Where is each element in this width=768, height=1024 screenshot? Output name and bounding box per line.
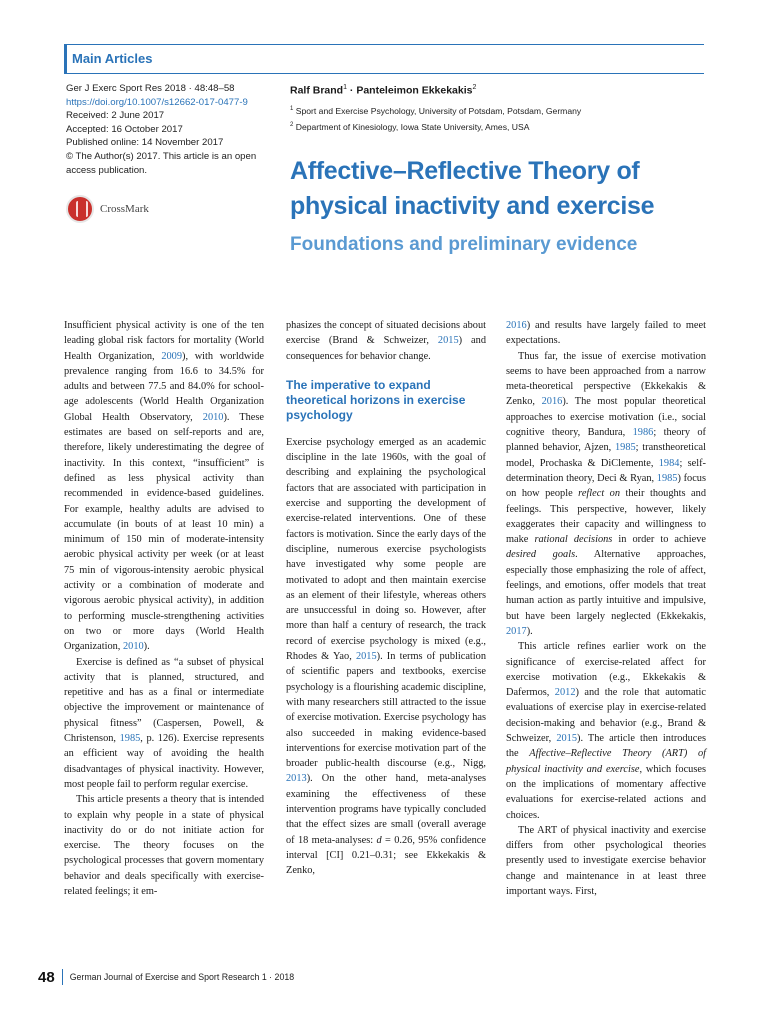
paragraph: phasizes the concept of situated decisions about exercise (Brand & Schweizer, 2015) and consequences for behavior change. (286, 320, 486, 362)
title-line: physical inactivity and exercise (290, 192, 655, 220)
citation-link[interactable]: 1985 (656, 472, 678, 484)
section-bar (64, 45, 67, 73)
paragraph: 2016) and results have largely failed to meet expectations. (506, 320, 706, 347)
page-number: 48 (38, 968, 55, 986)
body-column-1 (64, 318, 264, 899)
paragraph: This article refines earlier work on the significance of exercise-related affect for exercise motivation (e.g., Ekkekakis & Dafermos, 2012) and the role that automatic evaluations of exercise play in exercise-related decision-making and behavior (e.g., Brand & Schweizer, 2015). The article then introduces the Affective–Reflective Theory (ART) of physical inactivity and exercise, which focuses on the implications of momentary affective evaluations for exercise-related actions and choices. (506, 641, 706, 821)
emphasis: rational decisions (534, 534, 613, 546)
citation-link[interactable]: 2017 (506, 625, 527, 637)
section-label: Main Articles (72, 51, 153, 66)
body-column-3 (506, 318, 706, 899)
page-footer (38, 968, 294, 986)
body-column-2 (286, 318, 486, 879)
citation: Ger J Exerc Sport Res 2018 · 48:48–58 (66, 83, 235, 94)
affiliation-mark: 1 (290, 106, 294, 113)
paragraph: The ART of physical inactivity and exercise differs from other psychological theories presently used to investigate exercise behavior change and maintenance in at least three important ways. First, (506, 824, 706, 897)
citation-link[interactable]: 1985 (119, 733, 141, 745)
crossmark-badge[interactable] (66, 193, 149, 225)
citation-link[interactable]: 1986 (632, 427, 654, 439)
affiliation-text: Department of Kinesiology, Iowa State University, Ames, USA (295, 122, 530, 132)
article-subtitle: Foundations and preliminary evidence (290, 234, 638, 255)
author-name[interactable]: Ralf Brand (290, 84, 344, 97)
paragraph: Insufficient physical activity is one of the ten leading global risk factors for mortality (World Health Organization, 2009), with worldwide prevalence ranging from 16.6 to 34.5% for adults and between 77.5 and 84.0% for school-age adolescents (World Health Organization Global Health Observatory, 2010). These estimates are based on self-reports and are, therefore, likely underestimating the degree of inactivity. In this context, “insufficient” is defined as less physical activity than recommended in evidence-based guidelines. For example, healthy adults are advised to accumulate (in bouts of at least 10 min) a minimum of 150 min of moderate-intensity aerobic physical activity per week (or at least 75 min of vigorous-intensity aerobic physical activity or a combination of moderate and vigorous aerobic physical activity), in addition to performing muscle-strengthening activities on two or more days (World Health Organization, 2010). (64, 320, 264, 653)
author-affiliation-mark: 1 (343, 84, 347, 91)
paragraph: Thus far, the issue of exercise motivation seems to have been approached from a narrow meta-theoretical perspective (Ekkekakis & Zenko, 2016). The most popular theoretical approaches to exercise motivation (i.e., social cognitive theory, Bandura, 1986; theory of planned behavior, Ajzen, 1985; transtheoretical model, Prochaska & DiClemente, 1984; self-determination theory, Deci & Ryan, 1985) focus on how people reflect on their thoughts and feelings. This perspective, however, likely exaggerates their capacity and willingness to make rational decisions in order to achieve desired goals. Alternative approaches, especially those emphasizing the role of affect, feelings, and emotions, offer models that treat human action as partly intuitive and impulsive, but have been largely neglected (Ekkekakis, 2017). (506, 350, 707, 637)
doi-link[interactable]: https://doi.org/10.1007/s12662-017-0477-9 (66, 96, 248, 108)
crossmark-label: CrossMark (100, 203, 149, 215)
citation-link[interactable]: 2009 (161, 350, 182, 362)
section-heading: The imperative to expand theoretical horizons in exercise psychology (286, 377, 466, 422)
stat-symbol: d (376, 834, 382, 846)
affiliation-1 (290, 106, 581, 116)
citation-link[interactable]: 1985 (614, 442, 636, 454)
article-title (290, 154, 710, 224)
license-note: © The Author(s) 2017. This article is an open access publication. (66, 150, 257, 176)
accepted-date: Accepted: 16 October 2017 (66, 123, 183, 135)
affiliation-text: Sport and Exercise Psychology, University of Potsdam, Potsdam, Germany (295, 106, 582, 116)
citation-link[interactable]: 2015 (355, 651, 377, 663)
author-name[interactable]: Panteleimon Ekkekakis (356, 84, 473, 97)
citation-link[interactable]: 2015 (437, 335, 459, 347)
published-date: Published online: 14 November 2017 (66, 137, 224, 149)
affiliation-2 (290, 122, 529, 132)
emphasis: Affective–Reflective Theory (ART) of physical inactivity and exercise (506, 748, 706, 775)
citation-link[interactable]: 2016 (506, 320, 527, 331)
author-line (290, 84, 476, 97)
citation-link[interactable]: 2015 (556, 733, 578, 745)
emphasis: reflect on (578, 488, 621, 500)
paragraph: Exercise is defined as “a subset of physical activity that is planned, structured, and repetitive and has as a final or intermediate objective the improvement or maintenance of physical fitness” (Caspersen, Powell, & Christenson, 1985, p. 126). Exercise represents an efficient way of avoiding the health disadvantages of physical inactivity. However, most people fail to perform regular exercise. (64, 656, 265, 790)
emphasis: desired goals (506, 549, 576, 561)
article-meta (66, 82, 276, 177)
citation-link[interactable]: 1984 (658, 457, 680, 469)
crossmark-icon (66, 195, 94, 223)
citation-link[interactable]: 2016 (541, 396, 563, 408)
author-affiliation-mark: 2 (472, 84, 477, 91)
author-separator: · (347, 84, 357, 97)
citation-link[interactable]: 2010 (202, 411, 224, 423)
paragraph: Exercise psychology emerged as an academic discipline in the late 1960s, with the goal of describing and explaining the psychological factors that are associated with participation in exercise and supporting the development of exercise-related interventions. One of these factors is motivation. Since the early days of the discipline, numerous exercise psychologists have investigated why some people are motivated to adopt and then maintain exercise as an element of their lifestyle, whereas others are unsuccessful in doing so. However, after more than half a century of research, the track record of exercise psychology is mixed (e.g., Rhodes & Yao, 2015). In terms of publication of scientific papers and textbooks, exercise psychology is a flourishing academic discipline, with many researchers still attracted to the issue of exercise motivation. Exercise psychology has also succeeded in making evidence-based interventions for exercise motivation part of the broader public-health discourse (e.g., Nigg, 2013). On the other hand, meta-analyses examining the effectiveness of these intervention programs have typically concluded that the effect sizes are small (overall average of 18 meta-analyses: d = 0.26, 95% confidence interval [CI] 0.21–0.31; see Ekkekakis & Zenko, (286, 436, 487, 877)
footer-divider (62, 969, 63, 985)
section-header (64, 44, 704, 74)
received-date: Received: 2 June 2017 (66, 110, 165, 122)
citation-link[interactable]: 2012 (554, 687, 576, 699)
title-line: Affective–Reflective Theory of (290, 157, 640, 185)
journal-name: German Journal of Exercise and Sport Research 1 · 2018 (69, 972, 295, 982)
citation-link[interactable]: 2010 (122, 641, 144, 653)
citation-link[interactable]: 2013 (286, 773, 307, 785)
affiliation-mark: 2 (290, 122, 294, 129)
paragraph: This article presents a theory that is intended to explain why people in a state of physical inactivity do or do not initiate action for exercise. The theory focuses on the psychological processes that govern momentary behavior and deals specifically with exercise-related feelings; it em- (64, 794, 264, 897)
